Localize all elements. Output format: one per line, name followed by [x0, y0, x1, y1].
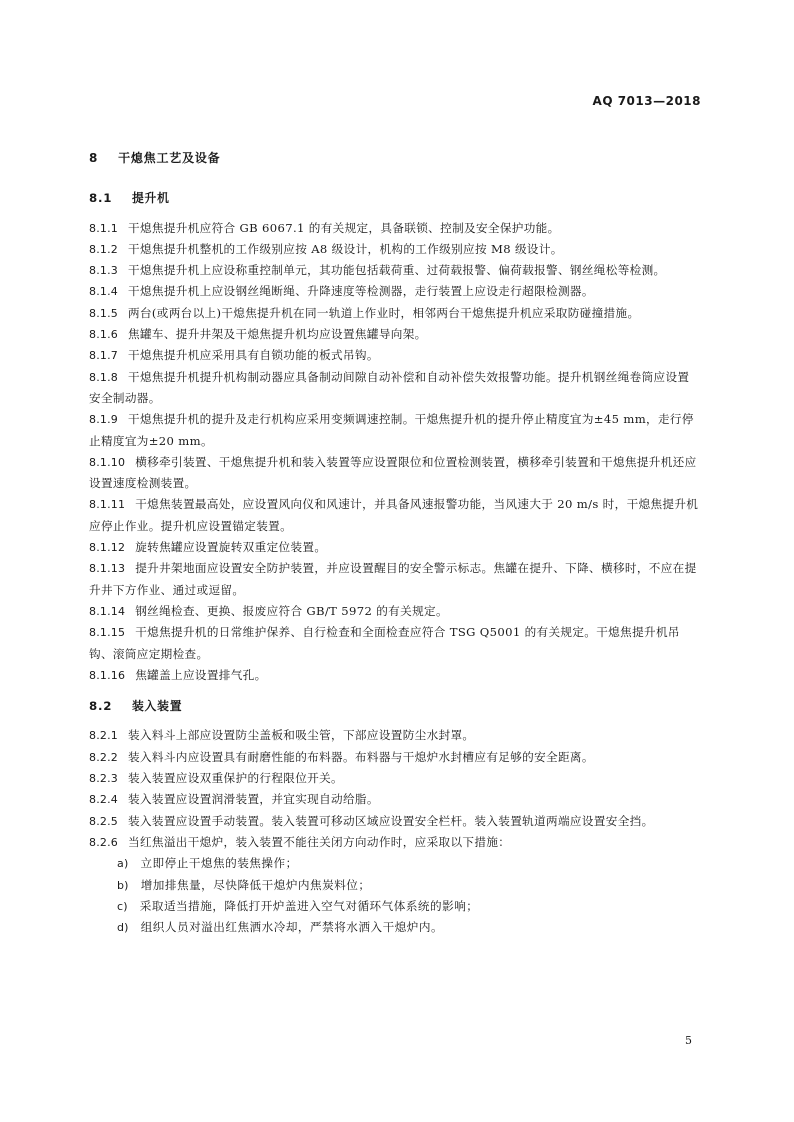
section-number: 8.2 [89, 699, 113, 714]
clause-number: 8.2.3 [89, 772, 118, 786]
clause-8-2-3 [89, 768, 701, 789]
clause-text: 干熄焦提升机的提升及走行机构应采用变频调速控制。干熄焦提升机的提升停止精度宜为±45 mm，走行停止精度宜为±20 mm。 [89, 412, 694, 448]
clause-number: 8.1.11 [89, 498, 126, 512]
clause-text: 干熄焦提升机提升机构制动器应具备制动间隙自动补偿和自动补偿失效报警功能。提升机钢丝绳卷筒应设置安全制动器。 [89, 369, 690, 405]
section-title: 提升机 [131, 191, 170, 206]
clause-8-1-15 [89, 622, 701, 665]
clause-8-1-8 [89, 367, 701, 410]
clause-8-2-6 [89, 832, 701, 853]
measure-item [117, 853, 701, 874]
clause-text: 干熄焦提升机整机的工作级别应按 A8 级设计，机构的工作级别应按 M8 级设计。 [128, 241, 563, 256]
clause-text: 钢丝绳检查、更换、报废应符合 GB/T 5972 的有关规定。 [135, 603, 448, 618]
section-8-1-heading [89, 188, 701, 209]
clause-8-1-6 [89, 324, 701, 345]
page-number: 5 [685, 1034, 692, 1047]
clause-number: 8.1.3 [89, 264, 118, 278]
clause-number: 8.1.16 [89, 668, 126, 682]
clause-8-1-14 [89, 601, 701, 622]
clause-8-1-13 [89, 558, 701, 601]
clause-text: 装入装置应设置手动装置。装入装置可移动区域应设置安全栏杆。装入装置轨道两端应设置安全挡。 [128, 813, 654, 828]
clause-text: 当红焦溢出干熄炉，装入装置不能往关闭方向动作时，应采取以下措施： [128, 834, 511, 849]
clause-8-2-4 [89, 789, 701, 810]
clause-text: 提升井架地面应设置安全防护装置，并应设置醒目的安全警示标志。焦罐在提升、下降、横移时，不应在提升井下方作业、通过或逗留。 [89, 561, 697, 597]
clause-text: 两台(或两台以上)干熄焦提升机在同一轨道上作业时，相邻两台干熄焦提升机应采取防碰撞措施。 [128, 305, 640, 320]
measure-text: 立即停止干熄焦的装焦操作； [140, 856, 298, 871]
clause-text: 干熄焦提升机的日常维护保养、自行检查和全面检查应符合 TSG Q5001 的有关规定。干熄焦提升机吊钩、滚筒应定期检查。 [89, 625, 680, 661]
section-number: 8.1 [89, 191, 113, 206]
clause-8-1-9 [89, 409, 701, 452]
measure-label: d) [117, 921, 129, 935]
clause-8-1-4 [89, 281, 701, 302]
clause-text: 焦罐车、提升井架及干熄焦提升机均应设置焦罐导向架。 [128, 327, 427, 342]
clause-8-1-7 [89, 345, 701, 366]
clause-number: 8.1.6 [89, 328, 118, 342]
section-title: 装入装置 [131, 699, 183, 714]
clause-text: 装入装置应设置润滑装置，并宜实现自动给脂。 [128, 792, 379, 807]
clause-number: 8.2.2 [89, 750, 118, 764]
clause-number: 8.2.4 [89, 793, 118, 807]
measure-text: 增加排焦量，尽快降低干熄炉内焦炭料位； [140, 877, 371, 892]
measure-item [117, 896, 701, 917]
clause-8-1-1 [89, 218, 701, 239]
section-8-2-heading [89, 696, 701, 717]
clause-text: 干熄焦提升机上应设钢丝绳断绳、升降速度等检测器，走行装置上应设走行超限检测器。 [128, 284, 594, 299]
clause-8-2-2 [89, 747, 701, 768]
measure-label: c) [117, 899, 128, 913]
clause-text: 装入料斗上部应设置防尘盖板和吸尘管，下部应设置防尘水封罩。 [128, 728, 475, 743]
clause-number: 8.1.14 [89, 604, 126, 618]
clause-number: 8.1.1 [89, 221, 118, 235]
measure-item [117, 875, 701, 896]
measure-item [117, 917, 701, 938]
clause-number: 8.1.13 [89, 562, 126, 576]
section-number: 8 [89, 151, 99, 165]
clause-number: 8.1.2 [89, 242, 118, 256]
clause-8-1-12 [89, 537, 701, 558]
clause-text: 干熄焦提升机应采用具有自锁功能的板式吊钩。 [128, 348, 379, 363]
section-8-heading [89, 148, 701, 169]
clause-text: 装入料斗内应设置具有耐磨性能的布料器。布料器与干熄炉水封槽应有足够的安全距离。 [128, 749, 594, 764]
clause-number: 8.1.4 [89, 285, 118, 299]
clause-text: 焦罐盖上应设置排气孔。 [135, 667, 267, 682]
clause-8-1-11 [89, 494, 701, 537]
measure-text: 采取适当措施，降低打开炉盖进入空气对循环气体系统的影响； [139, 898, 479, 913]
clause-text: 干熄焦提升机上应设称重控制单元，其功能包括载荷重、过荷载报警、偏荷载报警、钢丝绳松等检测。 [128, 263, 666, 278]
clause-8-1-5 [89, 303, 701, 324]
clause-text: 装入装置应设双重保护的行程限位开关。 [128, 771, 343, 786]
clause-number: 8.2.5 [89, 814, 118, 828]
page-content [89, 148, 701, 938]
clause-number: 8.1.10 [89, 455, 126, 469]
clause-text: 横移牵引装置、干熄焦提升机和装入装置等应设置限位和位置检测装置，横移牵引装置和干熄焦提升机还应设置速度检测装置。 [89, 454, 697, 491]
clause-number: 8.1.5 [89, 306, 118, 320]
clause-number: 8.1.15 [89, 626, 126, 640]
measure-label: b) [117, 878, 129, 892]
clause-number: 8.1.8 [89, 370, 118, 384]
clause-number: 8.2.1 [89, 729, 118, 743]
clause-text: 旋转焦罐应设置旋转双重定位装置。 [135, 540, 327, 555]
clause-8-2-5 [89, 811, 701, 832]
clause-number: 8.2.6 [89, 835, 118, 849]
clause-8-1-2 [89, 239, 701, 260]
section-title: 干熄焦工艺及设备 [118, 151, 221, 165]
clause-8-2-1 [89, 725, 701, 746]
clause-number: 8.1.9 [89, 413, 118, 427]
clause-8-1-3 [89, 260, 701, 281]
clause-text: 干熄焦提升机应符合 GB 6067.1 的有关规定，具备联锁、控制及安全保护功能。 [128, 220, 560, 235]
clause-number: 8.1.12 [89, 541, 126, 555]
clause-8-1-10 [89, 452, 701, 495]
document-code: AQ 7013—2018 [592, 94, 701, 108]
clause-number: 8.1.7 [89, 349, 118, 363]
measure-label: a) [117, 857, 129, 871]
measure-text: 组织人员对溢出红焦洒水冷却，严禁将水洒入干熄炉内。 [140, 920, 444, 935]
clause-8-1-16 [89, 665, 701, 686]
clause-text: 干熄焦装置最高处，应设置风向仪和风速计，并具备风速报警功能，当风速大于 20 m/s 时，干熄焦提升机应停止作业。提升机应设置锚定装置。 [89, 497, 699, 533]
